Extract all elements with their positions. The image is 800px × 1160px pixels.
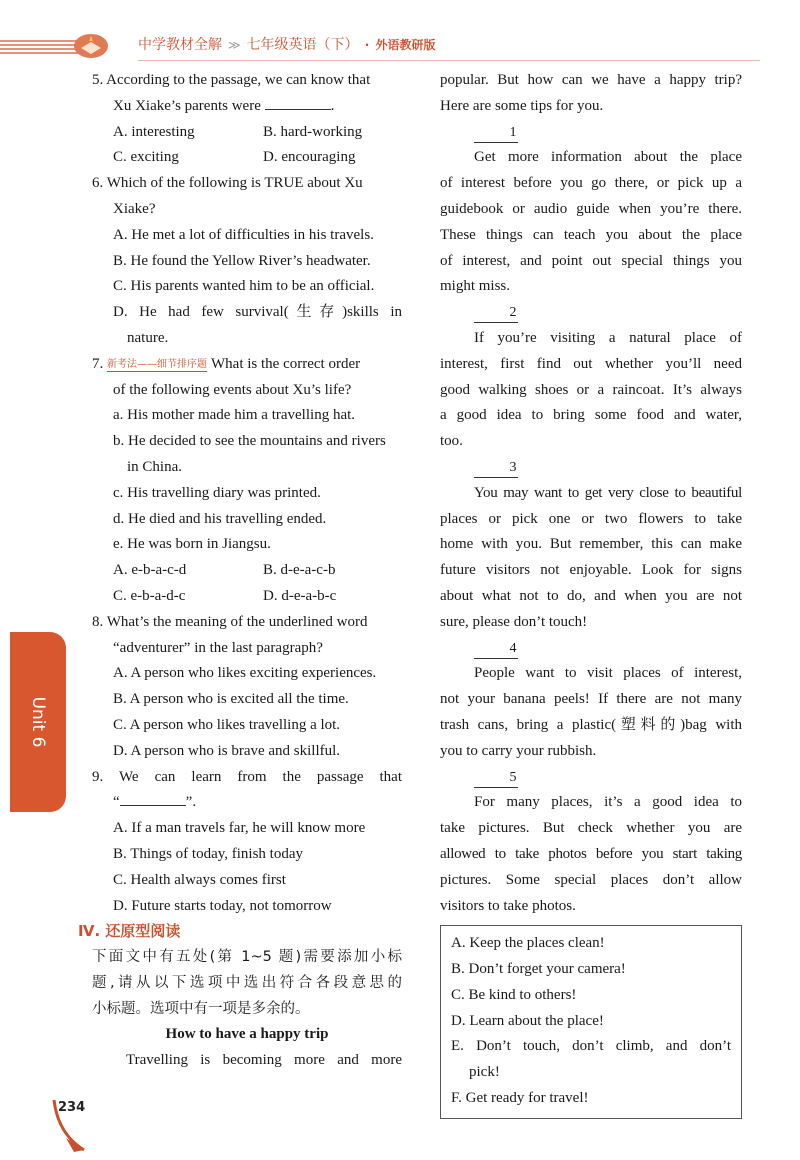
- question-7: [92, 352, 402, 610]
- blank-5: 5: [440, 765, 742, 791]
- passage-line: You may want to get very close to beautiful: [474, 484, 742, 501]
- option: A. If a man travels far, he will know more: [113, 820, 366, 837]
- passage-line: take pictures. But check whether you are: [440, 820, 742, 837]
- book-badge-icon: [72, 30, 110, 60]
- passage-line: too.: [440, 433, 463, 450]
- passage-intro: Travelling is becoming more and more: [126, 1052, 402, 1069]
- passage-line: pictures. Some special places don’t allow: [440, 871, 742, 888]
- option: B. Things of today, finish today: [113, 845, 303, 862]
- passage-line: of interest before you go there, or pick up a: [440, 175, 742, 192]
- passage-line: future visitors not enjoyable. Look for signs: [440, 562, 742, 579]
- page-header: [0, 28, 800, 64]
- event-item: e. He was born in Jiangsu.: [113, 536, 271, 553]
- passage-line: Get more information about the place: [474, 149, 742, 166]
- publisher: 外语教研版: [375, 38, 436, 52]
- left-column: [78, 68, 402, 1074]
- question-5: [92, 68, 402, 171]
- option: C. His parents wanted him to be an official.: [113, 278, 375, 295]
- option: A. A person who likes exciting experiences.: [113, 665, 377, 682]
- option-row: A. e-b-a-c-d B. d-e-a-c-b: [113, 562, 336, 579]
- answer-blank: [120, 791, 186, 806]
- answer-blank: [265, 95, 331, 110]
- section-4: [78, 919, 402, 1074]
- option-item: D. Learn about the place!: [451, 1012, 604, 1029]
- right-column: [440, 68, 742, 1119]
- section-heading: Ⅳ. 还原型阅读: [78, 922, 181, 941]
- passage-line: popular. But how can we have a happy trip?: [440, 72, 742, 88]
- passage-line: Here are some tips for you.: [440, 97, 604, 114]
- passage-line: interest, first find out whether you’ll need: [440, 355, 742, 372]
- unit-tab: [10, 632, 66, 812]
- passage-line: might miss.: [440, 278, 511, 295]
- option-cont: nature.: [127, 329, 169, 346]
- passage-line: visitors to take photos.: [440, 897, 576, 914]
- passage-line: People want to visit places of interest,: [474, 665, 742, 682]
- passage-line: home with you. But remember, this can make: [440, 536, 742, 553]
- option: A. He met a lot of difficulties in his travels.: [113, 226, 374, 243]
- blank-2: 2: [440, 300, 742, 326]
- passage-line: For many places, it’s a good idea to: [474, 794, 742, 811]
- event-item: d. He died and his travelling ended.: [113, 510, 327, 527]
- passage-line: about what not to do, and when you are not: [440, 587, 742, 604]
- question-stem: 9. We can learn from the passage that: [92, 768, 402, 785]
- option: D. A person who is brave and skillful.: [113, 742, 341, 759]
- question-stem: “adventurer” in the last paragraph?: [113, 639, 323, 656]
- event-item: in China.: [127, 458, 182, 475]
- option: D. Future starts today, not tomorrow: [113, 897, 332, 914]
- passage-line: sure, please don’t touch!: [440, 613, 588, 630]
- question-8: [92, 610, 402, 765]
- option: C. Health always comes first: [113, 871, 286, 888]
- option-item: B. Don’t forget your camera!: [451, 961, 626, 978]
- event-item: b. He decided to see the mountains and rivers: [113, 433, 386, 450]
- question-stem: 7. 新考法——细节排序题 What is the correct order: [92, 355, 361, 372]
- option: B. He found the Yellow River’s headwater.: [113, 252, 371, 269]
- passage-line: If you’re visiting a natural place of: [474, 329, 742, 346]
- book-title: 中学教材全解: [138, 37, 222, 53]
- question-stem: “ ”.: [92, 790, 402, 816]
- blank-3: 3: [440, 455, 742, 481]
- question-stem: of the following events about Xu’s life?: [113, 381, 352, 398]
- option: C. A person who likes travelling a lot.: [113, 716, 341, 733]
- header-title: 中学教材全解 ≫ 七年级英语（下） · 外语教研版: [138, 37, 436, 53]
- page-number: 234: [58, 1100, 86, 1115]
- question-stem: 6. Which of the following is TRUE about Xu: [92, 175, 363, 192]
- passage-line: a good idea to bring some food and water,: [440, 407, 742, 424]
- new-format-tag: 新考法——细节排序题: [107, 358, 207, 370]
- event-item: a. His mother made him a travelling hat.: [113, 407, 356, 424]
- instructions: 下面文中有五处(第 1~5 题)需要添加小标 题,请从以下选项中选出符合各段意思的 小标题。选项中有一项是多余的。: [92, 949, 402, 1017]
- header-decoration: [0, 40, 80, 54]
- passage-line: you to carry your rubbish.: [440, 742, 597, 759]
- option-row: C. exciting D. encouraging: [113, 149, 356, 166]
- option-item: E. Don’t touch, don’t climb, and don’t: [451, 1038, 731, 1055]
- option-item: C. Be kind to others!: [451, 986, 577, 1003]
- book-subtitle: 七年级英语（下）: [246, 37, 359, 53]
- passage-line: allowed to take photos before you start taking: [440, 845, 742, 862]
- passage-line: of interest, and point out special things you: [440, 252, 742, 269]
- blank-1: 1: [440, 120, 742, 146]
- blank-4: 4: [440, 636, 742, 662]
- option-item-cont: pick!: [469, 1064, 500, 1081]
- question-stem: Xiake?: [113, 200, 156, 217]
- passage-line: not your banana peels! If there are not many: [440, 691, 742, 708]
- question-6: [92, 171, 402, 352]
- passage-line: places or pick one or two flowers to take: [440, 510, 742, 527]
- question-stem: 8. What’s the meaning of the underlined word: [92, 613, 368, 630]
- passage-line: good walking shoes or a raincoat. It’s always: [440, 381, 742, 398]
- option-row: A. interesting B. hard-working: [113, 123, 363, 140]
- passage-line: guidebook or audio guide when you’re there.: [440, 200, 742, 217]
- question-stem: Xu Xiake’s parents were .: [92, 94, 402, 120]
- option-box: [440, 925, 742, 1119]
- passage-line: trash cans, bring a plastic(塑料的)bag with: [440, 716, 742, 733]
- option: D. He had few survival(生存)skills in: [113, 304, 402, 321]
- option: B. A person who is excited all the time.: [113, 691, 349, 708]
- passage-title: How to have a happy trip: [165, 1026, 329, 1043]
- option-item: F. Get ready for travel!: [451, 1090, 589, 1107]
- question-9: [92, 765, 402, 920]
- option-item: A. Keep the places clean!: [451, 935, 605, 952]
- unit-tab-label: Unit 6: [28, 696, 48, 748]
- option-row: C. e-b-a-d-c D. d-e-a-b-c: [113, 587, 337, 604]
- question-stem: 5. According to the passage, we can know that: [92, 72, 371, 88]
- header-rule: [138, 60, 760, 61]
- passage-line: These things can teach you about the place: [440, 226, 742, 243]
- event-item: c. His travelling diary was printed.: [113, 484, 321, 501]
